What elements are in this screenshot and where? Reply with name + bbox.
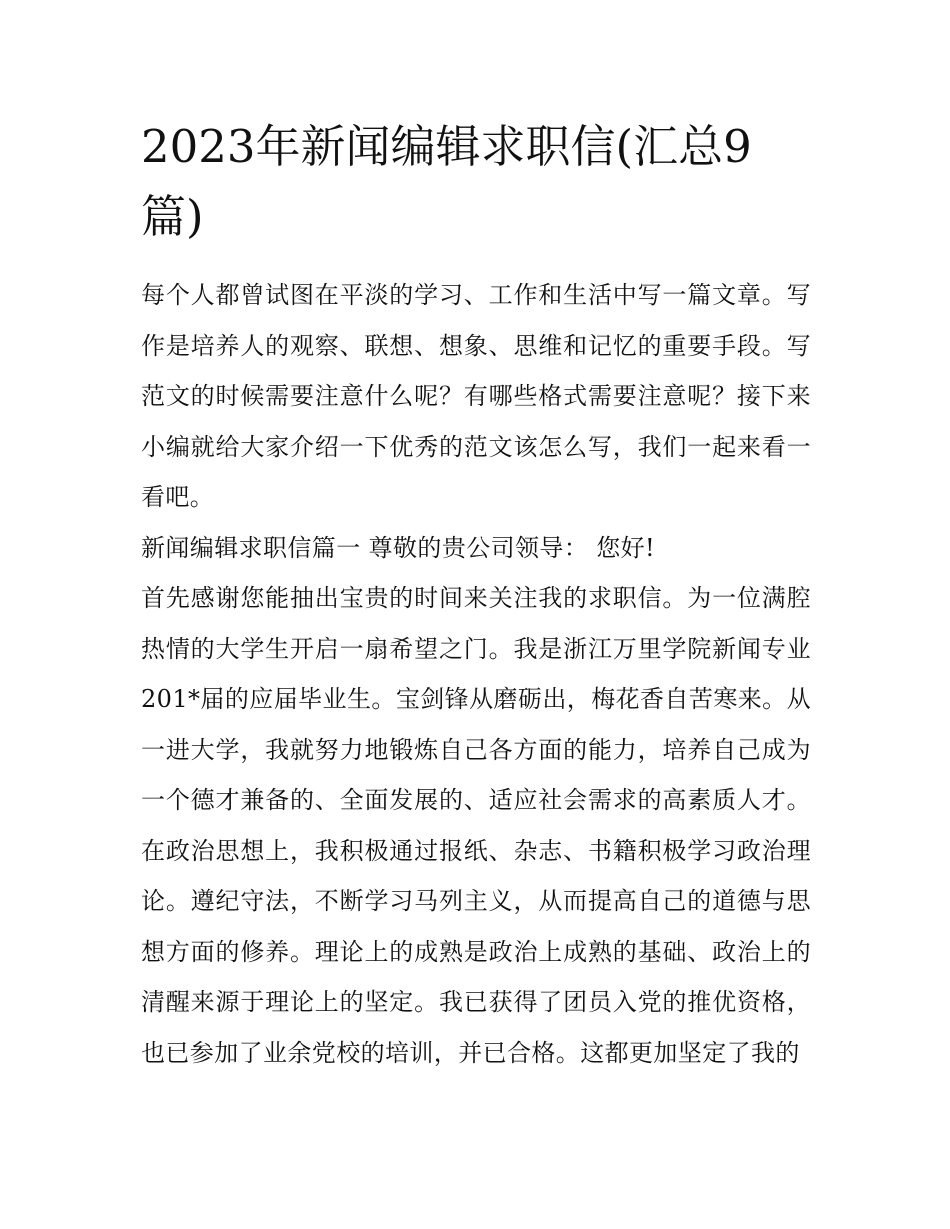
intro-paragraph: 每个人都曾试图在平淡的学习、工作和生活中写一篇文章。写作是培养人的观察、联想、想象、思维和记忆的重要手段。写范文的时候需要注意什么呢？有哪些格式需要注意呢？接下来小编就给大家介绍一下优秀的范文该怎么写，我们一起来看一看吧。 (141, 281, 811, 511)
salutation-paragraph: 新闻编辑求职信篇一 尊敬的贵公司领导： 您好! (141, 533, 656, 562)
document-content (141, 112, 811, 1078)
document-body (141, 270, 811, 1078)
document-title: 2023年新闻编辑求职信(汇总9篇) (141, 120, 752, 243)
body-paragraph: 首先感谢您能抽出宝贵的时间来关注我的求职信。为一位满腔热情的大学生开启一扇希望之门。我是浙江万里学院新闻专业201*届的应届毕业生。宝剑锋从磨砺出，梅花香自苦寒来。从一进大学，我就努力地锻炼自己各方面的能力，培养自己成为一个德才兼备的、全面发展的、适应社会需求的高素质人才。在政治思想上，我积极通过报纸、杂志、书籍积极学习政治理论。遵纪守法，不断学习马列主义，从而提高自己的道德与思想方面的修养。理论上的成熟是政治上成熟的基础、政治上的清醒来源于理论上的坚定。我已获得了团员入党的推优资格，也已参加了业余党校的培训，并已合格。这都更加坚定了我的 (141, 584, 811, 1067)
